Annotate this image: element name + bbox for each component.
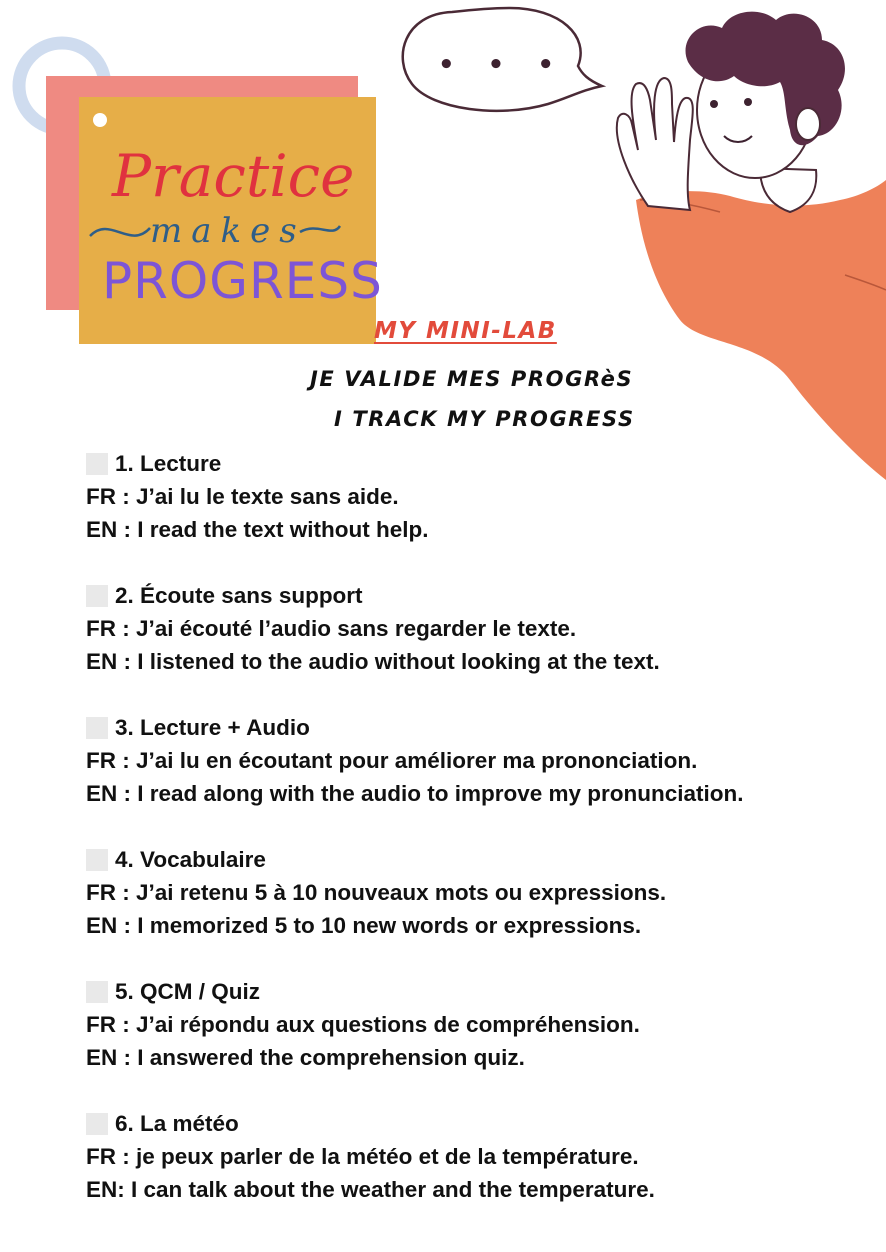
page-title: MY MINI-LAB (374, 318, 557, 344)
item-title: 6. La météo (115, 1111, 239, 1136)
item-title: 2. Écoute sans support (115, 583, 363, 608)
checklist-item-3 (86, 711, 866, 810)
item-en: EN : I answered the comprehension quiz. (86, 1045, 525, 1070)
checklist-item-6 (86, 1107, 866, 1206)
item-fr: FR : je peux parler de la météo et de la température. (86, 1144, 639, 1169)
checkbox[interactable] (86, 849, 108, 871)
item-title: 3. Lecture + Audio (115, 715, 310, 740)
logo-line-1: Practice (112, 142, 355, 210)
ring-hole (93, 113, 107, 127)
checklist-item-5 (86, 975, 866, 1074)
checkbox[interactable] (86, 453, 108, 475)
item-en: EN : I memorized 5 to 10 new words or expressions. (86, 913, 642, 938)
checklist-item-2 (86, 579, 866, 678)
speech-bubble-dots: • • • (438, 50, 566, 80)
person-ear (796, 108, 820, 140)
item-fr: FR : J’ai lu en écoutant pour améliorer ma prononciation. (86, 748, 698, 773)
item-title: 5. QCM / Quiz (115, 979, 261, 1004)
item-fr: FR : J’ai lu le texte sans aide. (86, 484, 399, 509)
item-en: EN: I can talk about the weather and the temperature. (86, 1177, 655, 1202)
item-fr: FR : J’ai répondu aux questions de compréhension. (86, 1012, 640, 1037)
right-eye (744, 98, 752, 106)
item-en: EN : I read the text without help. (86, 517, 429, 542)
checklist-item-1 (86, 447, 866, 546)
logo-line-2: makes (150, 211, 306, 251)
checkbox[interactable] (86, 585, 108, 607)
progress-checklist (86, 447, 866, 1239)
item-title: 1. Lecture (115, 451, 222, 476)
item-title: 4. Vocabulaire (115, 847, 266, 872)
waving-hand-icon (617, 78, 693, 210)
person-shirt (636, 180, 886, 480)
item-en: EN : I listened to the audio without looking at the text. (86, 649, 660, 674)
checklist-item-4 (86, 843, 866, 942)
logo-line-3: PROGRESS (102, 252, 383, 310)
item-en: EN : I read along with the audio to improve my pronunciation. (86, 781, 744, 806)
item-fr: FR : J’ai retenu 5 à 10 nouveaux mots ou expressions. (86, 880, 667, 905)
checkbox[interactable] (86, 717, 108, 739)
left-eye (710, 100, 718, 108)
checkbox[interactable] (86, 981, 108, 1003)
subtitle-en: I TRACK MY PROGRESS (334, 407, 635, 431)
item-fr: FR : J’ai écouté l’audio sans regarder le texte. (86, 616, 577, 641)
subtitle-fr: JE VALIDE MES PROGRèS (310, 367, 634, 391)
checkbox[interactable] (86, 1113, 108, 1135)
